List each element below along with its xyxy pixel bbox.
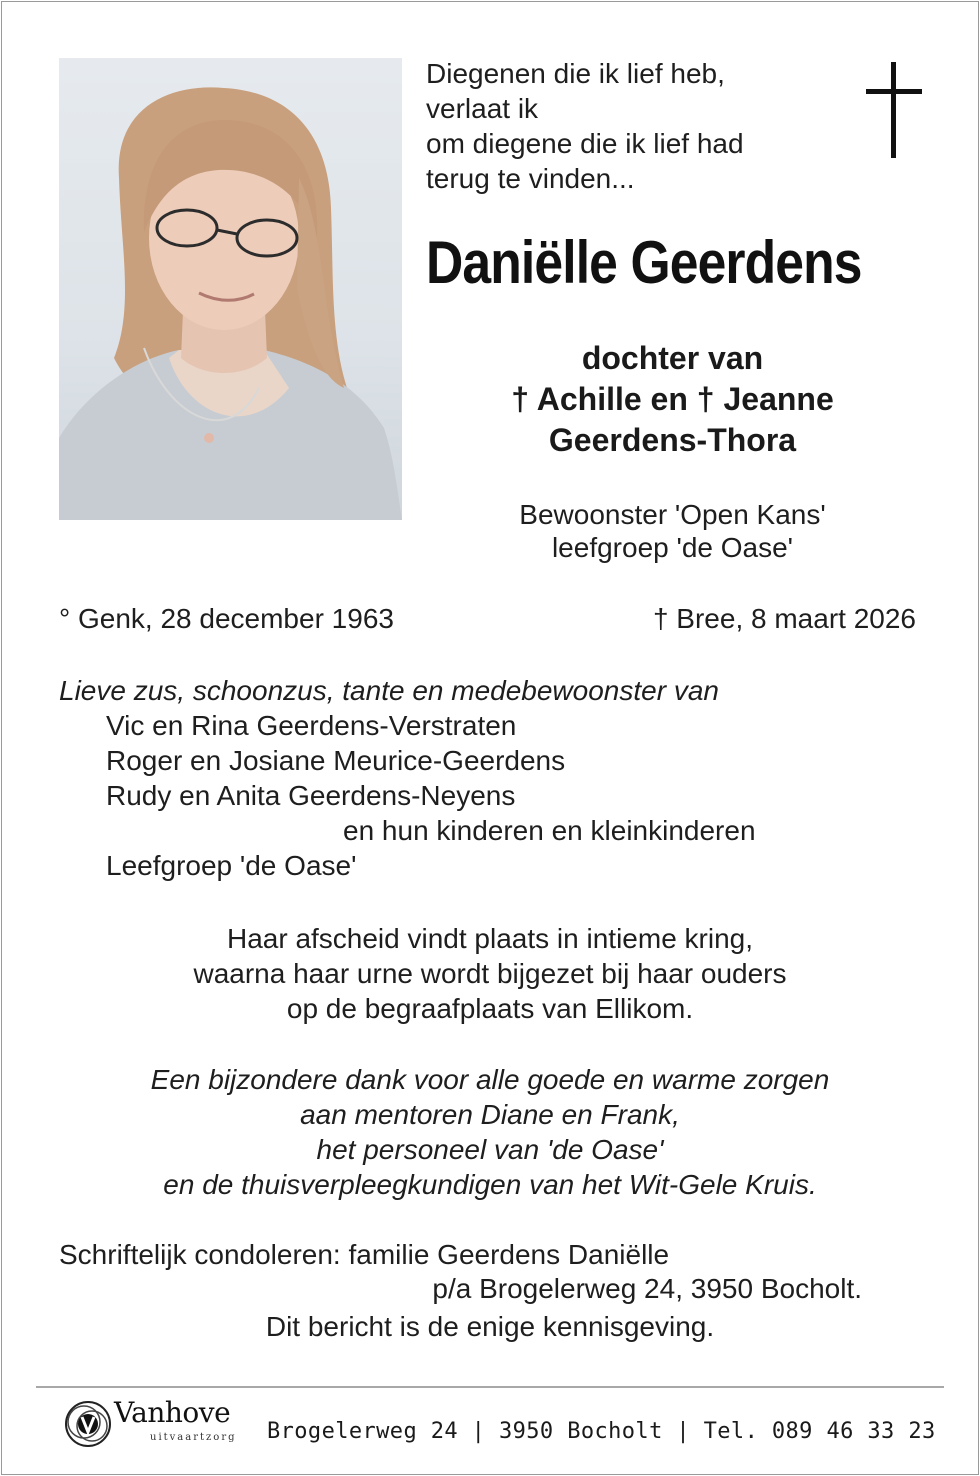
logo-subtitle: uitvaartzorg [150, 1432, 237, 1443]
family-group: Leefgroep 'de Oase' [106, 850, 357, 881]
poem-line: om diegene die ik lief had [426, 128, 744, 159]
family-block [59, 673, 756, 883]
cross-icon [866, 62, 922, 158]
family-member: Rudy en Anita Geerdens-Neyens [106, 780, 516, 811]
thanks-line: en de thuisverpleegkundigen van het Wit-Gele Kruis. [163, 1169, 817, 1200]
condolence-address: p/a Brogelerweg 24, 3950 Bocholt. [432, 1273, 862, 1304]
condolence-line: Schriftelijk condoleren: familie Geerdens Daniëlle [59, 1239, 670, 1270]
funeral-home-logo [62, 1396, 252, 1452]
family-intro: Lieve zus, schoonzus, tante en medebewoonster van [59, 675, 719, 706]
residence-line: leefgroep 'de Oase' [551, 532, 794, 563]
poem-line: verlaat ik [426, 93, 539, 124]
poem [426, 56, 744, 196]
family-member: Vic en Rina Geerdens-Verstraten [106, 710, 517, 741]
family-member: Roger en Josiane Meurice-Geerdens [106, 745, 566, 776]
notice-line: Dit bericht is de enige kennisgeving. [265, 1311, 715, 1342]
poem-line: terug te vinden... [426, 163, 635, 194]
parents-line: † Achille en † Jeanne [511, 381, 834, 417]
death-date: † Bree, 8 maart 2026 [652, 603, 916, 634]
logo-emblem-icon [62, 1398, 114, 1450]
logo-name: Vanhove [114, 1396, 231, 1429]
thanks-line: aan mentoren Diane en Frank, [300, 1099, 680, 1130]
family-kids: en hun kinderen en kleinkinderen [343, 815, 756, 846]
deceased-name: Daniëlle Geerdens [426, 229, 862, 296]
funeral-line: waarna haar urne wordt bijgezet bij haar ouders [193, 958, 787, 989]
birth-date: ° Genk, 28 december 1963 [59, 603, 394, 634]
funeral-line: Haar afscheid vindt plaats in intieme kring, [226, 923, 754, 954]
poem-line: Diegenen die ik lief heb, [426, 58, 725, 89]
footer-divider [36, 1386, 944, 1388]
footer-contact: Brogelerweg 24 | 3950 Bocholt | Tel. 089 46 33 23 [267, 1419, 936, 1444]
thanks-line: het personeel van 'de Oase' [316, 1134, 664, 1165]
funeral-line: op de begraafplaats van Ellikom. [286, 993, 694, 1024]
thanks-line: Een bijzondere dank voor alle goede en warme zorgen [150, 1064, 830, 1095]
parents-line: Geerdens-Thora [548, 422, 797, 458]
parents-block [420, 338, 925, 461]
parents-line: dochter van [581, 340, 764, 376]
portrait-photo [59, 58, 402, 520]
funeral-info [0, 921, 980, 1026]
thanks-block [0, 1062, 980, 1202]
residence-block [420, 498, 925, 564]
residence-line: Bewoonster 'Open Kans' [519, 499, 826, 530]
